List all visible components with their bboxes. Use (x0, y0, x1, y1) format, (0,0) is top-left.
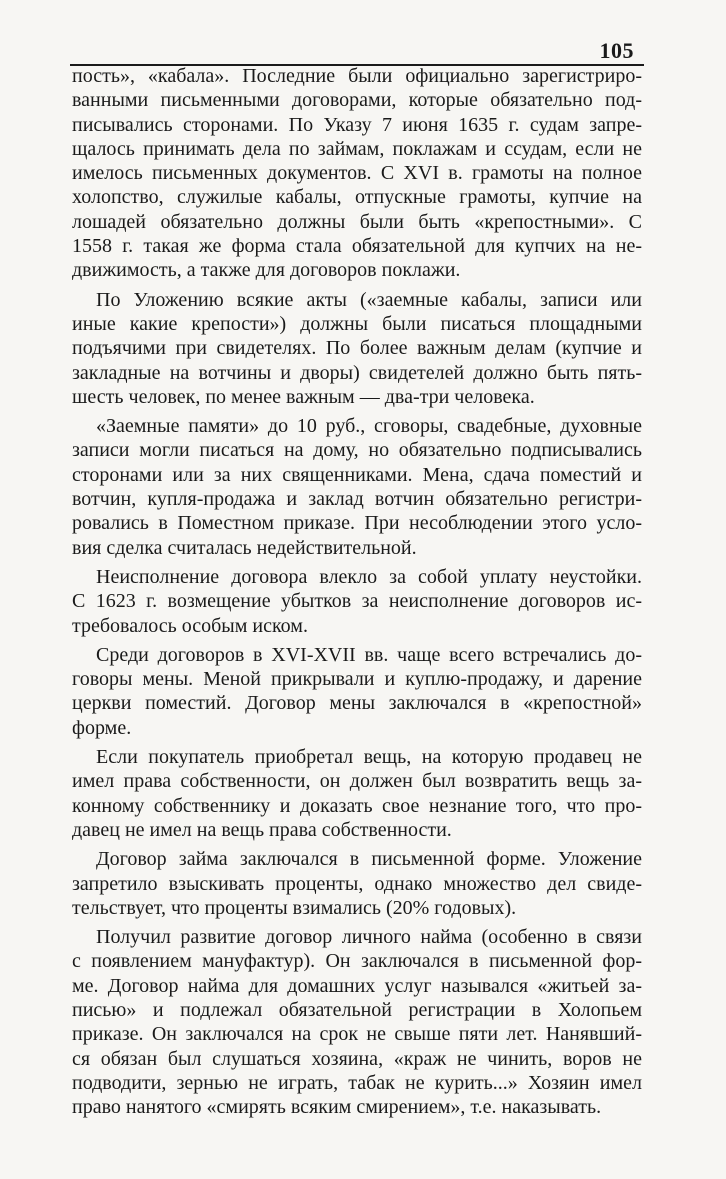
text-line: Неисполнение договора влекло за собой уплату неустойки. (96, 565, 642, 588)
text-line: давец не имел на вещь права собственности. (72, 818, 452, 841)
text-line: закладные на вотчины и дворы) свидетелей должно быть пять- (72, 361, 642, 384)
text-line: ровались в Поместном приказе. При несоблюдении этого усло- (72, 512, 642, 535)
text-line: пость», «кабала». Последние были официально зарегистриро- (72, 65, 642, 87)
page-number: 105 (599, 38, 634, 63)
text-line: движимость, а также для договоров поклажи. (72, 259, 461, 282)
text-line: ся обязан был слушаться хозяина, «краж не чинить, воров не (72, 1047, 642, 1070)
text-line: имелось письменных документов. С XVI в. грамоты на полное (72, 162, 642, 185)
text-line: ванными письменными договорами, которые обязательно под- (72, 89, 642, 112)
text-line: требовалось особым иском. (72, 614, 308, 637)
text-line: щалось принимать дела по займам, поклажам и ссудам, если не (72, 137, 642, 160)
body-text (72, 64, 642, 1119)
text-line: приказе. Он заключался на срок не свыше пяти лет. Нанявший- (72, 1023, 642, 1046)
text-line: форме. (72, 716, 132, 739)
text-line: Среди договоров в XVI-XVII вв. чаще всего встречались до- (96, 643, 642, 666)
text-line: Если покупатель приобретал вещь, на которую продавец не (96, 746, 642, 769)
text-line: писывались сторонами. По Указу 7 июня 1635 г. судам запре- (72, 113, 642, 136)
text-line: сторонами или за них священниками. Мена, сдача поместий и (72, 463, 642, 486)
text-line: право нанятого «смирять всяким смирением», т.е. наказывать. (72, 1096, 602, 1119)
text-line: говоры мены. Меной прикрывали и куплю-продажу, и дарение (72, 668, 642, 691)
text-line: иные какие крепости») должны были писаться площадными (72, 312, 642, 335)
text-line: холопство, служилые кабалы, отпускные грамоты, купчие на (72, 186, 642, 209)
text-line: церкви поместий. Договор мены заключался в «крепостной» (72, 692, 642, 715)
paragraph (72, 925, 642, 1119)
paragraph (72, 643, 642, 740)
text-line: «Заемные памяти» до 10 руб., сговоры, свадебные, духовные (96, 415, 642, 438)
text-line: 1558 г. такая же форма стала обязательной для купчих на не- (72, 235, 642, 258)
paragraph (72, 64, 642, 283)
text-line: записи могли писаться на дому, но обязательно подписывались (72, 439, 642, 462)
text-line: ме. Договор найма для домашних услуг назывался «житьей за- (72, 974, 642, 997)
text-line: запретило взыскивать проценты, однако множество дел свиде- (72, 872, 642, 895)
text-line: конному собственнику и доказать свое незнание того, что про- (72, 794, 642, 817)
text-line: вотчин, купля-продажа и заклад вотчин обязательно регистри- (72, 488, 642, 511)
text-line: подводити, зернью не играть, табак не курить...» Хозяин имел (72, 1071, 642, 1094)
text-line: Получил развитие договор личного найма (особенно в связи (96, 926, 642, 949)
text-line: вия сделка считалась недействительной. (72, 536, 417, 559)
paragraph (72, 414, 642, 560)
text-line: тельствует, что проценты взимались (20% годовых). (72, 896, 517, 919)
text-line: имел права собственности, он должен был возвратить вещь за- (72, 770, 642, 793)
paragraph (72, 745, 642, 842)
text-line: подъячими при свидетелях. По более важным делам (купчие и (72, 337, 642, 360)
text-line: Договор займа заключался в письменной форме. Уложение (96, 848, 642, 871)
text-line: По Уложению всякие акты («заемные кабалы, записи или (96, 288, 642, 311)
text-line: С 1623 г. возмещение убытков за неисполнение договоров ис- (72, 590, 642, 613)
text-line: с появлением мануфактур). Он заключался в письменной фор- (72, 950, 642, 973)
text-line: шесть человек, по менее важным — два-три человека. (72, 385, 535, 408)
paragraph (72, 565, 642, 638)
paragraph (72, 288, 642, 409)
text-line: писью» и подлежал обязательной регистрации в Холопьем (72, 998, 642, 1021)
paragraph (72, 847, 642, 920)
text-line: лошадей обязательно должны были быть «крепостными». С (72, 210, 642, 233)
